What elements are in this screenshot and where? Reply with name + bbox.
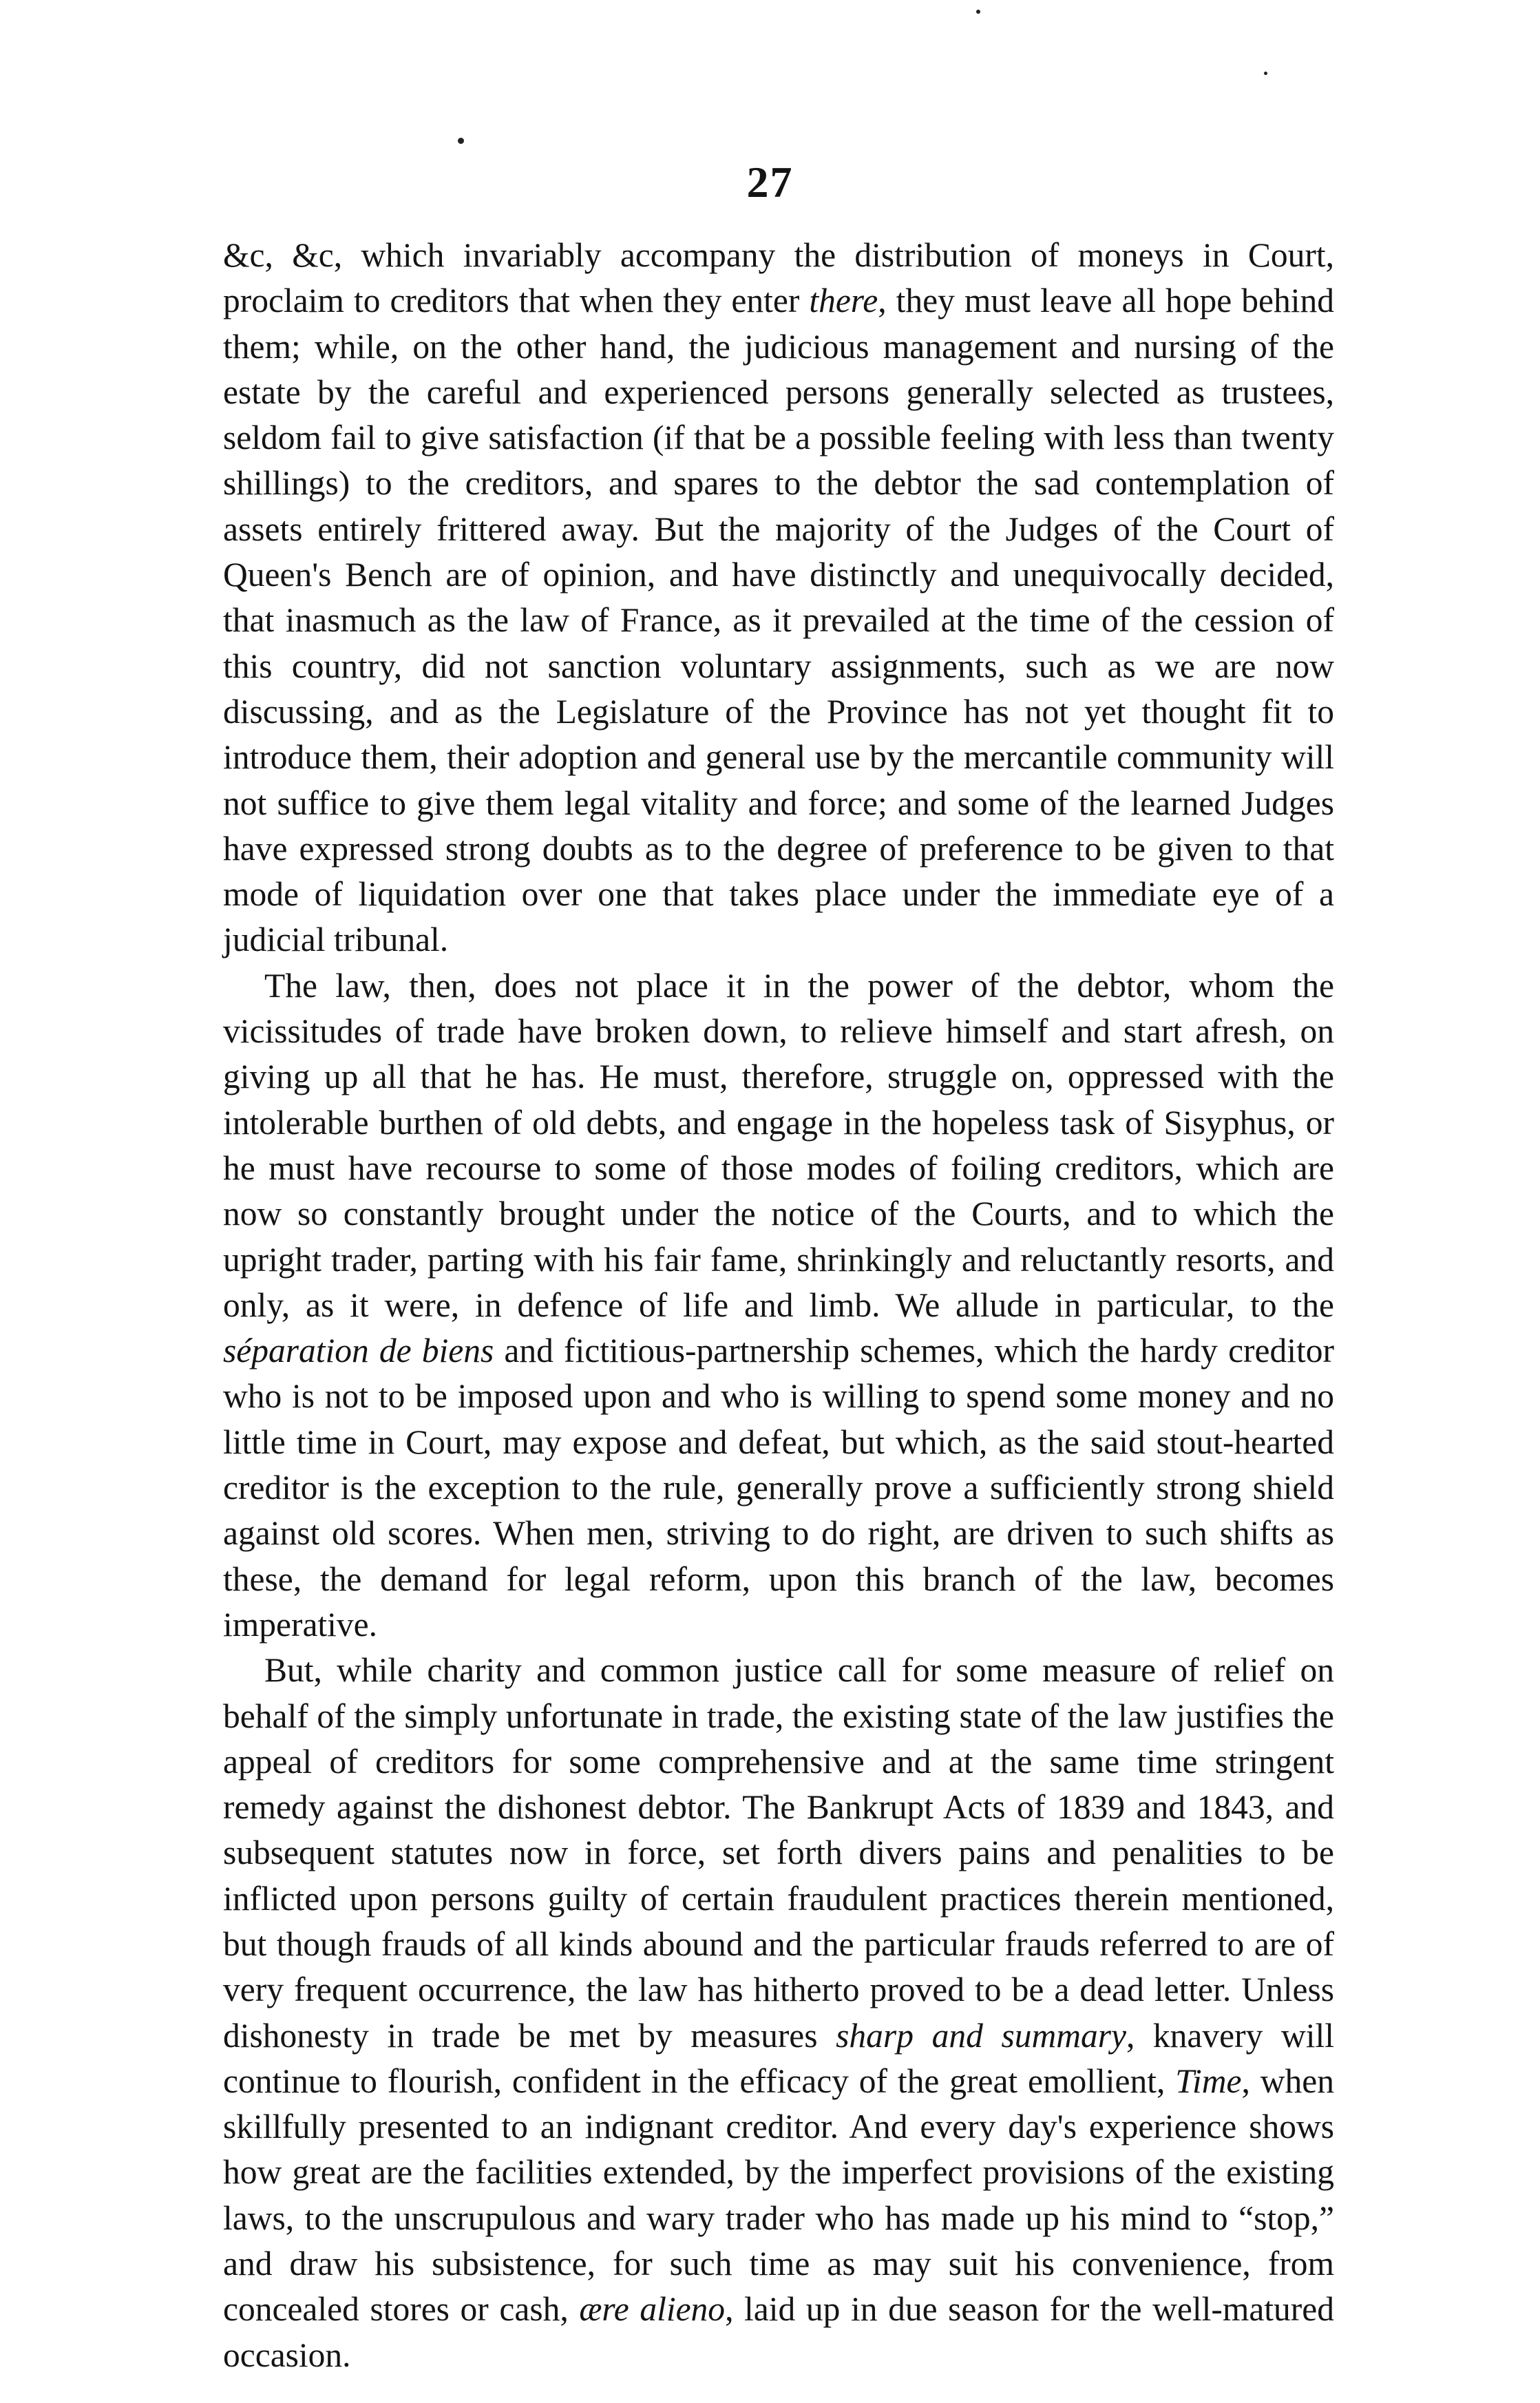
ink-speck xyxy=(976,10,980,14)
paragraph-3-run-7: , laid up in due season for the well-matured occasion. xyxy=(223,2290,1334,2374)
paragraph-2-run-2: séparation de biens xyxy=(223,1332,494,1370)
paragraph-3-run-4: Time xyxy=(1175,2061,1242,2100)
paragraph-3-run-1: But, while charity and common justice call for some measure of relief on behalf of the simply unfortunate in trade, the existing state of the law justifies the appeal of creditors for some comprehensive and at the same time stringent remedy against the dishonest debtor. The Bankrupt Acts of 1839 and 1843, and subsequent statutes now in force, set forth divers pains and penalities to be inflicted upon persons guilty of certain fraudulent practices therein mentioned, but though frauds of all kinds abound and the particular frauds referred to are of very frequent occurrence, the law has hitherto proved to be a dead letter. Unless dishonesty in trade be met by measures xyxy=(223,1651,1334,2055)
paragraph-3-run-6: ære alieno xyxy=(579,2290,726,2329)
paragraph-1-run-1: &c, &c, which invariably accompany the distribution of moneys in Court, proclaim to creditors that when they enter xyxy=(223,236,1334,320)
paragraph-2 xyxy=(223,963,1334,1648)
paragraph-1-run-2: there xyxy=(809,282,878,320)
body-text xyxy=(223,233,1334,2378)
paragraph-3-run-3: , knavery will continue to flourish, confident in the efficacy of the great emollient, xyxy=(223,2016,1334,2100)
paragraph-1-run-3: , they must leave all hope behind them; while, on the other hand, the judicious management and nursing of the estate by the careful and experienced persons generally selected as trustees, seldom fail to give satisfaction (if that be a possible feeling with less than twenty shillings) to the creditors, and spares to the debtor the sad contemplation of assets entirely frittered away. But the majority of the Judges of the Court of Queen's Bench are of opinion, and have distinctly and unequivocally decided, that inasmuch as the law of France, as it prevailed at the time of the cession of this country, did not sanction voluntary assignments, such as we are now discussing, and as the Legislature of the Province has not yet thought fit to introduce them, their adoption and general use by the mercantile community will not suffice to give them legal vitality and force; and some of the learned Judges have expressed strong doubts as to the degree of preference to be given to that mode of liquidation over one that takes place under the immediate eye of a judicial tribunal. xyxy=(223,282,1334,959)
ink-speck xyxy=(1264,72,1267,75)
paragraph-2-run-1: The law, then, does not place it in the power of the debtor, whom the vicissitudes of trade have broken down, to relieve himself and start afresh, on giving up all that he has. He must, therefore, struggle on, oppressed with the intolerable burthen of old debts, and engage in the hopeless task of Sisyphus, or he must have recourse to some of those modes of foiling creditors, which are now so constantly brought under the notice of the Courts, and to which the upright trader, parting with his fair fame, shrinkingly and reluctantly resorts, and only, as it were, in defence of life and limb. We allude in particular, to the xyxy=(223,966,1334,1324)
paragraph-3 xyxy=(223,1648,1334,2378)
paragraph-1 xyxy=(223,233,1334,963)
page-number: 27 xyxy=(746,158,794,207)
paragraph-3-run-5: , when skillfully presented to an indignant creditor. And every day's experience shows how great are the facilities extended, by the imperfect provisions of the existing laws, to the unscrupulous and wary trader who has made up his mind to “stop,” and draw his subsistence, for such time as may suit his convenience, from concealed stores or cash, xyxy=(223,2061,1334,2329)
ink-speck xyxy=(458,138,464,144)
paragraph-3-run-2: sharp and summary xyxy=(836,2016,1126,2055)
paragraph-2-run-3: and fictitious-partnership schemes, which the hardy creditor who is not to be imposed upon and who is willing to spend some money and no little time in Court, may expose and defeat, but which, as the said stout-hearted creditor is the exception to the rule, generally prove a sufficiently strong shield against old scores. When men, striving to do right, are driven to such shifts as these, the demand for legal reform, upon this branch of the law, becomes imperative. xyxy=(223,1332,1334,1644)
